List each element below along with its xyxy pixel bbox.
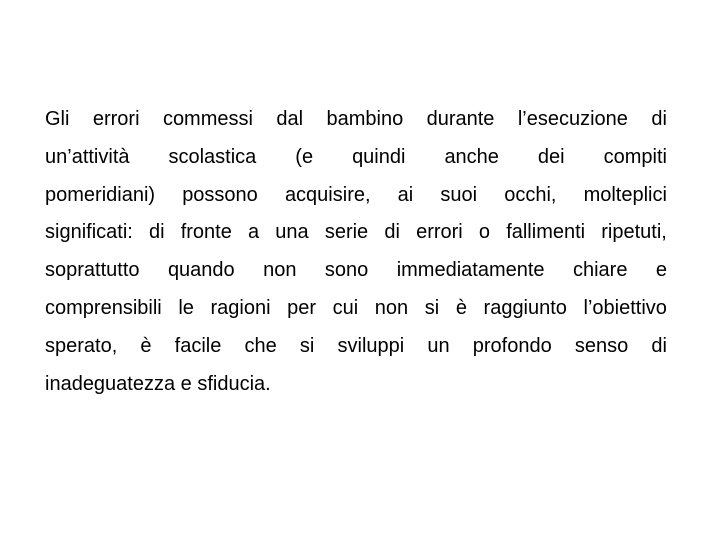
word: ai [397, 183, 414, 206]
word: l’esecuzione [517, 108, 628, 130]
word: scolastica [168, 145, 257, 168]
word: fallimenti [506, 221, 586, 244]
word: acquisire, [284, 183, 371, 206]
word: molteplici [583, 183, 667, 206]
word: commessi [162, 108, 253, 130]
word: ragioni [210, 296, 271, 319]
word: un [427, 334, 450, 357]
word: serie [324, 221, 369, 244]
word: errori [416, 221, 463, 244]
word: dal [276, 108, 304, 130]
word: non [263, 259, 297, 282]
body-paragraph [45, 101, 667, 403]
word: dei [537, 145, 565, 168]
word: le [178, 296, 194, 319]
word: si [424, 296, 440, 319]
word: chiare [572, 259, 628, 282]
word: un’attività [45, 145, 130, 168]
word: possono [182, 183, 258, 206]
word: durante [426, 108, 495, 130]
word: Gli [45, 108, 70, 130]
word: (e [295, 145, 314, 168]
word: bambino [326, 108, 404, 130]
word: quindi [352, 145, 406, 168]
word: anche [444, 145, 499, 168]
text-line [45, 366, 667, 404]
text-line [45, 328, 667, 366]
word: per [287, 296, 317, 319]
word: occhi, [504, 183, 557, 206]
word: è [455, 296, 467, 319]
word: cui [332, 296, 359, 319]
word: o [478, 221, 491, 244]
word: l’obiettivo [583, 296, 667, 319]
text-line [45, 252, 667, 290]
word: fronte [180, 221, 232, 244]
word: quando [167, 259, 235, 282]
word: inadeguatezza [45, 372, 176, 395]
word: e [180, 372, 192, 395]
text-line [45, 139, 667, 177]
word: ripetuti, [601, 221, 667, 244]
word: sperato, [45, 334, 118, 357]
text-line [45, 290, 667, 328]
word: pomeridiani) [45, 183, 156, 206]
text-line [45, 177, 667, 215]
word: sono [324, 259, 369, 282]
word: di [651, 108, 667, 130]
word: facile [174, 334, 222, 357]
word: sfiducia. [197, 372, 271, 395]
text-line [45, 214, 667, 252]
word: di [651, 334, 667, 357]
word: raggiunto [483, 296, 567, 319]
word: di [384, 221, 400, 244]
word: non [374, 296, 409, 319]
word: suoi [440, 183, 478, 206]
word: errori [92, 108, 140, 130]
word: profondo [472, 334, 552, 357]
word: compiti [603, 145, 667, 168]
word: è [140, 334, 152, 357]
word: e [655, 259, 667, 282]
word: una [275, 221, 309, 244]
word: di [148, 221, 165, 244]
word: si [299, 334, 315, 357]
word: senso [574, 334, 629, 357]
word: a [248, 221, 260, 244]
word: comprensibili [45, 296, 162, 319]
word: sviluppi [337, 334, 405, 357]
word: immediatamente [396, 259, 545, 282]
word: soprattutto [45, 259, 140, 282]
word: significati: [45, 221, 133, 244]
word: che [244, 334, 277, 357]
text-line [45, 101, 667, 139]
